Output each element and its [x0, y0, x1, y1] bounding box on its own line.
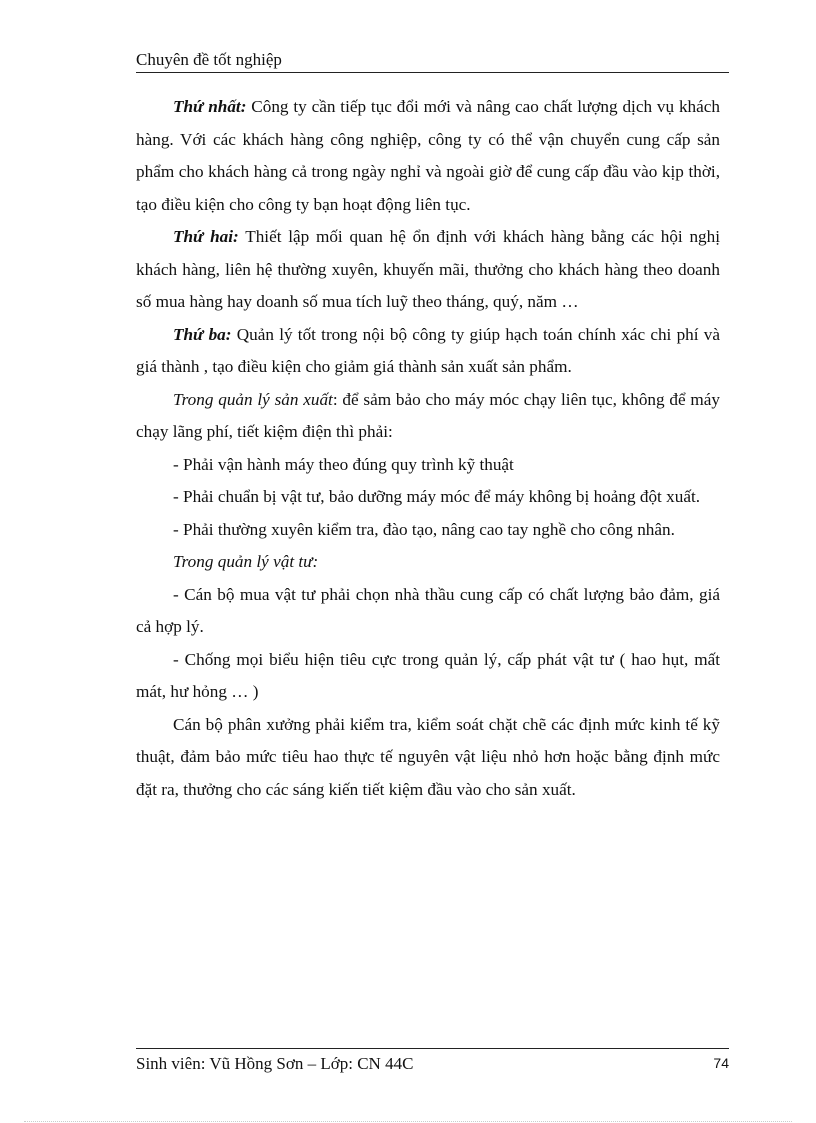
paragraph-italic-heading: Trong quản lý vật tư: — [173, 552, 319, 571]
list-item: - Chống mọi biểu hiện tiêu cực trong quản lý, cấp phát vật tư ( hao hụt, mất mát, hư hỏng … ) — [136, 649, 720, 701]
paragraph-thu-hai — [136, 221, 720, 319]
page-footer — [136, 1048, 729, 1079]
header-title: Chuyên đề tốt nghiệp — [136, 50, 282, 69]
paragraph-thu-nhat — [136, 91, 720, 221]
paragraph-text: : để sảm bảo cho máy móc chạy liên tục, không để máy chạy lãng phí, tiết kiệm điện thì phải: — [136, 389, 720, 441]
footer-student-info: Sinh viên: Vũ Hồng Sơn – Lớp: CN 44C — [136, 1054, 414, 1073]
paragraph-lead: Thứ ba: — [173, 324, 232, 344]
paragraph-lead: Thứ nhất: — [173, 97, 247, 116]
list-item: - Phải thường xuyên kiểm tra, đào tạo, nâng cao tay nghề cho công nhân. — [173, 519, 675, 539]
list-item: - Phải chuẩn bị vật tư, bảo dưỡng máy móc để máy không bị hoảng đột xuất. — [173, 487, 701, 506]
paragraph-lead: Thứ hai: — [173, 227, 239, 246]
document-body — [136, 91, 720, 806]
page-header — [136, 50, 729, 73]
list-item: - Cán bộ mua vật tư phải chọn nhà thầu cung cấp có chất lượng bảo đảm, giá cả hợp lý. — [136, 584, 720, 636]
paragraph-can-bo-phan-xuong: Cán bộ phân xưởng phải kiểm tra, kiểm soát chặt chẽ các định mức kinh tế kỹ thuật, đảm bảo mức tiêu hao thực tế nguyên vật liệu nhỏ hơn hoặc bằng định mức đặt ra, thưởng cho các sáng kiến tiết kiệm đầu vào cho sản xuất. — [136, 714, 720, 799]
paragraph-thu-ba — [136, 319, 720, 384]
page-number: 74 — [713, 1055, 729, 1071]
paragraph-text: Công ty cần tiếp tục đổi mới và nâng cao chất lượng dịch vụ khách hàng. Với các khách hàng công nghiệp, công ty có thể vận chuyển cung cấp sản phẩm cho khách hàng cả trong ngày nghỉ và ngoài giờ để cung cấp đầu vào kịp thời, tạo điều kiện cho công ty bạn hoạt động liên tục. — [136, 97, 720, 214]
list-item: - Phải vận hành máy theo đúng quy trình kỹ thuật — [173, 454, 514, 474]
page-bottom-divider — [24, 1121, 792, 1122]
paragraph-text: Thiết lập mối quan hệ ổn định với khách hàng bằng các hội nghị khách hàng, liên hệ thường xuyên, khuyến mãi, thưởng cho khách hàng theo doanh số mua hàng hay doanh số mua tích luỹ theo tháng, quý, năm … — [136, 227, 721, 311]
paragraph-italic-heading: Trong quản lý sản xuất — [173, 389, 333, 409]
paragraph-text: Quản lý tốt trong nội bộ công ty giúp hạch toán chính xác chi phí và giá thành , tạo điều kiện cho giảm giá thành sản xuất sản phẩm. — [136, 324, 720, 376]
paragraph-quan-ly-san-xuat — [136, 384, 720, 449]
paragraph-quan-ly-vat-tu — [136, 546, 720, 579]
